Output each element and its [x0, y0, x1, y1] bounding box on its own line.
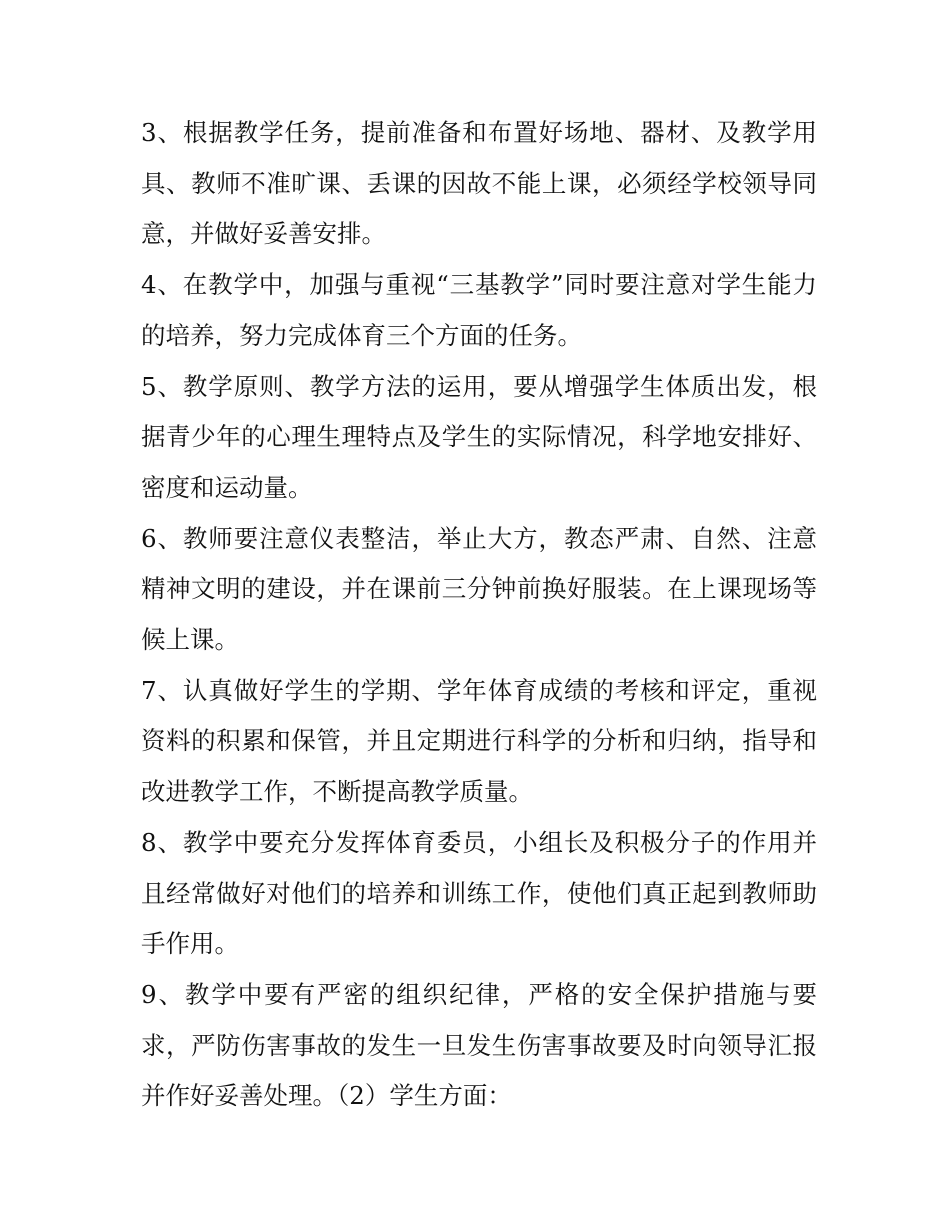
text-line: 并作好妥善处理。（2）学生方面：: [141, 1081, 512, 1111]
text-line: 9、教学中要有严密的组织纪律，严格的安全保护措施与要: [141, 979, 817, 1009]
paragraph-item-6: [141, 514, 817, 666]
text-line: 3、根据教学任务，提前准备和布置好场地、器材、及教学用: [141, 118, 817, 147]
text-line: 意，并做好妥善安排。: [141, 219, 386, 249]
text-line: 的培养，努力完成体育三个方面的任务。: [141, 320, 582, 350]
text-line: 密度和运动量。: [141, 472, 313, 502]
text-line: 资料的积累和保管，并且定期进行科学的分析和归纳，指导和: [141, 726, 817, 756]
paragraph-item-7: [141, 666, 817, 818]
document-page: [141, 108, 817, 1122]
paragraph-item-4: [141, 260, 817, 361]
text-line: 4、在教学中，加强与重视“三基教学”同时要注意对学生能力: [141, 270, 817, 300]
text-line: 7、认真做好学生的学期、学年体育成绩的考核和评定，重视: [141, 675, 817, 705]
text-line: 精神文明的建设，并在课前三分钟前换好服装。在上课现场等: [141, 574, 817, 604]
paragraph-item-9: [141, 970, 817, 1122]
text-line: 6、教师要注意仪表整洁，举止大方，教态严肃、自然、注意: [141, 523, 817, 553]
text-line: 改进教学工作，不断提高教学质量。: [141, 777, 533, 807]
text-line: 手作用。: [141, 929, 239, 959]
text-line: 具、教师不准旷课、丢课的因故不能上课，必须经学校领导同: [141, 168, 817, 198]
text-line: 且经常做好对他们的培养和训练工作，使他们真正起到教师助: [141, 878, 817, 908]
paragraph-item-8: [141, 818, 817, 970]
text-line: 候上课。: [141, 625, 239, 655]
text-line: 据青少年的心理生理特点及学生的实际情况，科学地安排好、: [141, 422, 817, 452]
text-line: 求，严防伤害事故的发生一旦发生伤害事故要及时向领导汇报: [141, 1030, 817, 1060]
paragraph-item-5: [141, 362, 817, 514]
text-line: 8、教学中要充分发挥体育委员，小组长及积极分子的作用并: [141, 827, 817, 857]
text-line: 5、教学原则、教学方法的运用，要从增强学生体质出发，根: [141, 371, 817, 401]
paragraph-item-3: [141, 108, 817, 260]
